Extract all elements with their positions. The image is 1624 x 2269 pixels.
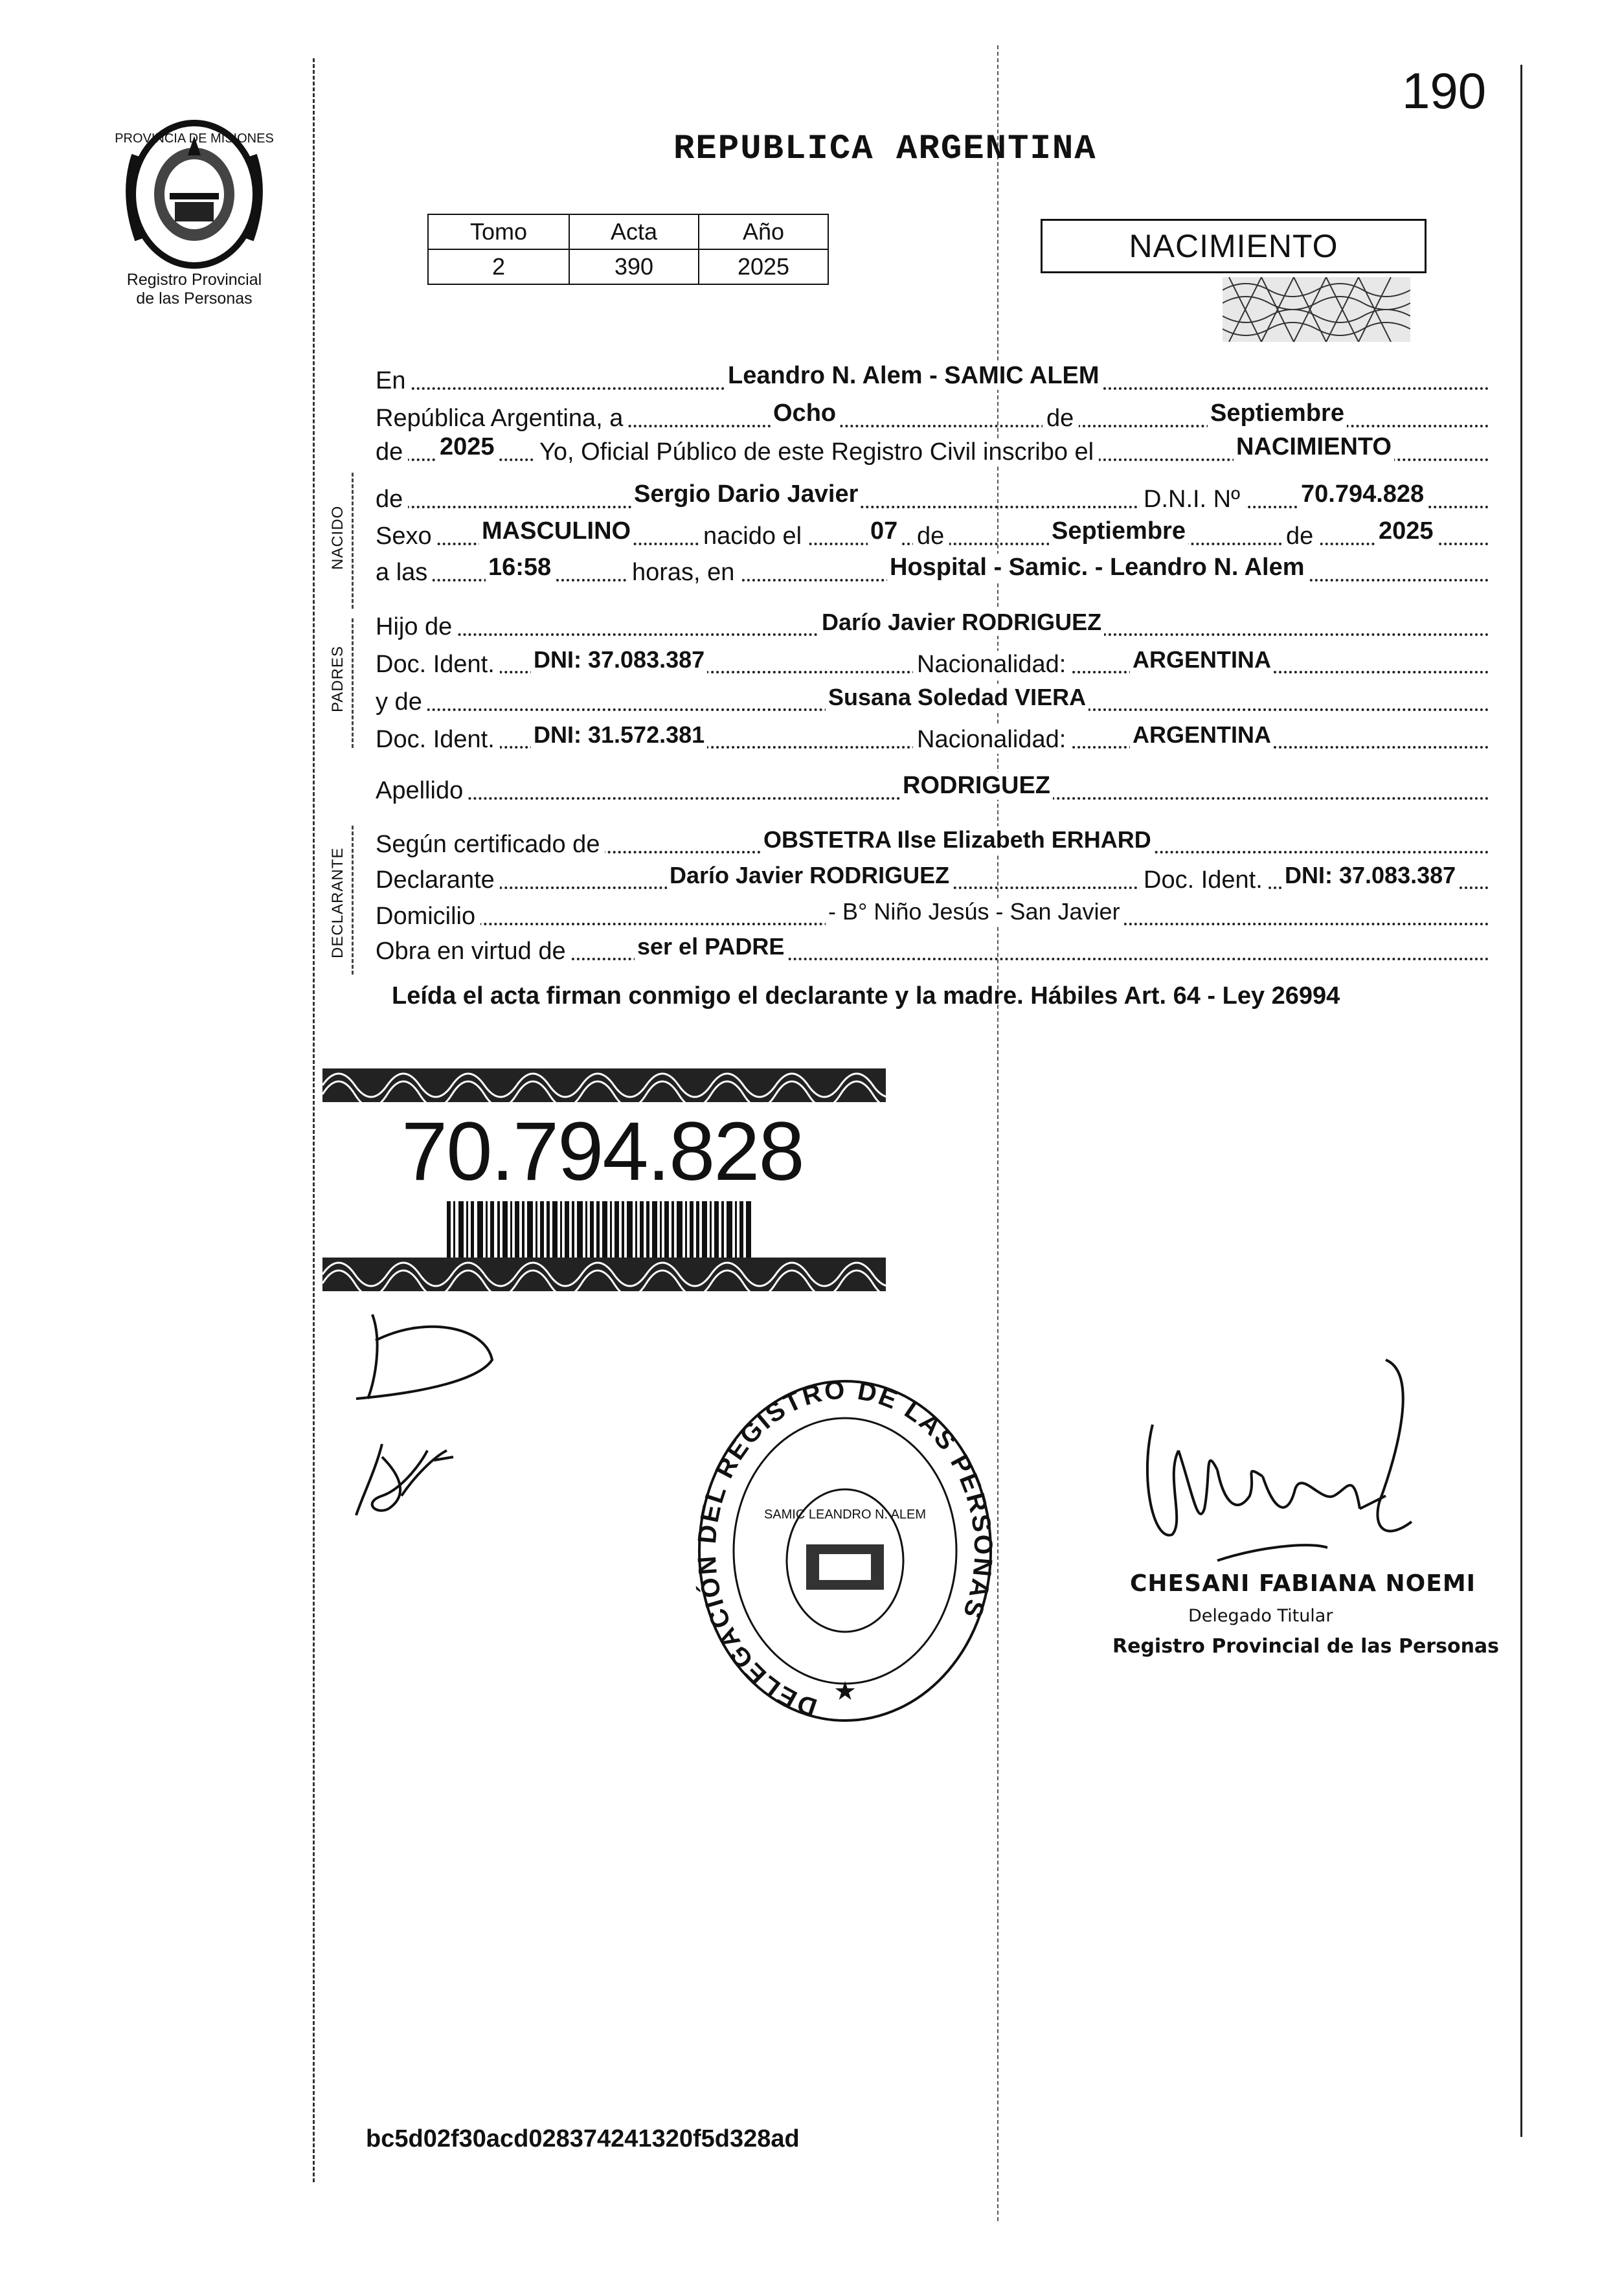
label-nacionalidad: Nacionalidad: xyxy=(913,726,1071,754)
label-doc-ident: Doc. Ident. xyxy=(376,726,500,754)
value-sex: MASCULINO xyxy=(479,517,633,545)
value-certifier: OBSTETRA Ilse Elizabeth ERHARD xyxy=(761,826,1154,853)
row-mother-doc xyxy=(376,716,1489,754)
row-time-place xyxy=(376,549,1489,587)
value-declarant: Darío Javier RODRIGUEZ xyxy=(667,862,952,889)
row-certificado xyxy=(376,821,1489,859)
guilloche-seal xyxy=(1223,277,1410,342)
value-birth-time: 16:58 xyxy=(486,554,554,581)
record-table xyxy=(427,214,829,285)
value-father-doc: DNI: 37.083.387 xyxy=(531,646,707,673)
value-mother-name: Susana Soledad VIERA xyxy=(826,684,1088,711)
row-father xyxy=(376,604,1489,641)
record-table-header-row xyxy=(428,214,828,249)
crest-top-text: PROVINCIA DE MISIONES xyxy=(115,131,274,146)
section-label-padres: PADRES xyxy=(329,646,346,712)
crest-label-line1: Registro Provincial xyxy=(126,271,262,289)
label-republica: República Argentina, a xyxy=(376,405,628,433)
row-domicilio xyxy=(376,893,1489,931)
signatory-org: Registro Provincial de las Personas xyxy=(1112,1635,1500,1658)
label-domicilio: Domicilio xyxy=(376,903,480,931)
row-sexo xyxy=(376,513,1489,550)
label-de: de xyxy=(913,523,949,550)
record-table-cell: 2025 xyxy=(699,249,828,284)
row-en xyxy=(376,357,1489,395)
label-y-de: y de xyxy=(376,688,427,716)
label-nacionalidad: Nacionalidad: xyxy=(913,651,1071,679)
record-table-cell: 390 xyxy=(569,249,699,284)
section-line-padres xyxy=(352,618,354,748)
row-apellido xyxy=(376,767,1489,805)
value-child-name: Sergio Dario Javier xyxy=(631,480,861,508)
right-margin-line xyxy=(1520,65,1522,2137)
label-de: de xyxy=(376,438,408,466)
value-registration-month: Septiembre xyxy=(1208,400,1347,427)
security-band-bottom xyxy=(322,1258,886,1291)
section-line-nacido xyxy=(352,473,354,609)
closing-note: Leída el acta firman conmigo el declarante y la madre. Hábiles Art. 64 - Ley 26994 xyxy=(392,982,1340,1010)
label-certificado: Según certificado de xyxy=(376,831,605,859)
value-declarant-doc: DNI: 37.083.387 xyxy=(1282,862,1458,889)
label-apellido: Apellido xyxy=(376,777,468,805)
value-place-of-registry: Leandro N. Alem - SAMIC ALEM xyxy=(725,362,1102,390)
label-de: de xyxy=(1282,523,1318,550)
delegation-stamp xyxy=(693,1376,997,1726)
label-de: de xyxy=(1043,405,1079,433)
label-doc-ident: Doc. Ident. xyxy=(376,651,500,679)
value-father-nationality: ARGENTINA xyxy=(1130,646,1274,673)
section-line-declarante xyxy=(352,826,354,975)
label-hijo-de: Hijo de xyxy=(376,613,457,641)
row-obra xyxy=(376,928,1489,965)
crest-label xyxy=(110,271,278,308)
star-icon: ★ xyxy=(833,1677,857,1706)
row-republica xyxy=(376,395,1489,433)
value-address: - B° Niño Jesús - San Javier xyxy=(826,898,1123,925)
record-table-cell: 2 xyxy=(428,249,569,284)
signatory-name: CHESANI FABIANA NOEMI xyxy=(1130,1570,1476,1597)
record-table-value-row xyxy=(428,249,828,284)
label-horas: horas, en xyxy=(628,559,739,587)
left-margin-line xyxy=(313,58,315,2182)
value-birth-month: Septiembre xyxy=(1049,517,1188,545)
row-declarante xyxy=(376,857,1489,894)
label-de: de xyxy=(376,486,408,514)
value-act-inscribed: NACIMIENTO xyxy=(1234,433,1394,461)
record-table-header: Tomo xyxy=(428,214,569,249)
security-band-top xyxy=(322,1068,886,1102)
value-surname: RODRIGUEZ xyxy=(900,772,1053,800)
row-name xyxy=(376,476,1489,514)
page-number: 190 xyxy=(1402,62,1487,119)
label-doc-ident: Doc. Ident. xyxy=(1140,866,1268,894)
value-father-name: Darío Javier RODRIGUEZ xyxy=(819,609,1104,636)
stamp-ring-text: DELEGACIÓN DEL REGISTRO DE LAS PERSONAS xyxy=(693,1376,997,1722)
signatory-role: Delegado Titular xyxy=(1188,1606,1333,1626)
stamp-inner-text: SAMIC LEANDRO N. ALEM xyxy=(763,1507,927,1522)
officer-signature xyxy=(1114,1347,1450,1606)
record-table-header: Acta xyxy=(569,214,699,249)
section-label-declarante: DECLARANTE xyxy=(329,847,346,958)
row-mother xyxy=(376,679,1489,716)
record-table-header: Año xyxy=(699,214,828,249)
label-en: En xyxy=(376,367,411,395)
dni-number-large: 70.794.828 xyxy=(401,1105,804,1198)
label-dni: D.N.I. Nº xyxy=(1140,486,1245,514)
crest-label-line2: de las Personas xyxy=(136,289,253,308)
document-title: REPUBLICA ARGENTINA xyxy=(673,130,1097,169)
value-birth-day: 07 xyxy=(868,517,900,545)
label-oficial: Yo, Oficial Público de este Registro Civil inscribo el xyxy=(534,438,1099,466)
label-declarante: Declarante xyxy=(376,866,500,894)
row-year-oficial xyxy=(376,429,1489,466)
value-mother-doc: DNI: 31.572.381 xyxy=(531,721,707,749)
section-label-nacido: NACIDO xyxy=(329,505,346,570)
label-a-las: a las xyxy=(376,559,433,587)
label-nacido-el: nacido el xyxy=(699,523,807,550)
label-sexo: Sexo xyxy=(376,523,437,550)
row-father-doc xyxy=(376,641,1489,679)
act-type-box: NACIMIENTO xyxy=(1041,219,1427,273)
label-obra: Obra en virtud de xyxy=(376,938,571,965)
value-birth-place: Hospital - Samic. - Leandro N. Alem xyxy=(887,554,1307,581)
value-mother-nationality: ARGENTINA xyxy=(1130,721,1274,749)
declarant-signature xyxy=(337,1302,531,1574)
value-registration-day: Ocho xyxy=(771,400,839,427)
province-crest xyxy=(110,117,278,275)
value-child-dni: 70.794.828 xyxy=(1298,480,1427,508)
value-obra-reason: ser el PADRE xyxy=(635,933,787,960)
value-registration-year: 2025 xyxy=(437,433,497,461)
value-birth-year: 2025 xyxy=(1376,517,1436,545)
document-hash: bc5d02f30acd028374241320f5d328ad xyxy=(366,2125,800,2152)
